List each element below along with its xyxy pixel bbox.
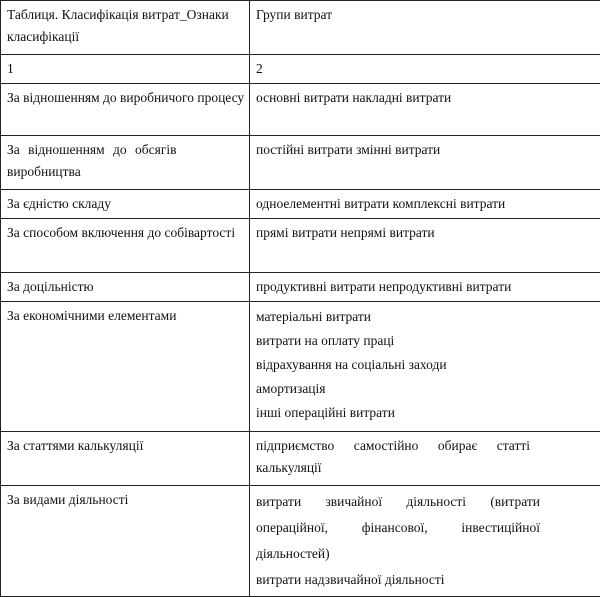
table-row [1,136,600,190]
group-item: прямі витрати непрямі витрати [256,222,596,244]
table-header-row [1,1,600,55]
table-row [1,84,600,136]
table-row [1,486,600,597]
groups-cell [250,190,600,219]
group-item: підприємство самостійно обирає статті калькуляції [256,435,530,479]
sign-cell: За статтями калькуляції [1,432,250,486]
group-item: витрати на оплату праці [256,329,596,353]
table-row [1,219,600,273]
table-row [1,190,600,219]
group-item: відрахування на соціальні заходи [256,353,596,377]
groups-cell [250,486,600,597]
table-row [1,432,600,486]
group-item: інші операційні витрати [256,401,596,425]
groups-cell [250,136,600,190]
group-item: матеріальні витрати [256,305,596,329]
groups-cell [250,302,600,432]
sign-cell: За видами діяльності [1,486,250,597]
groups-cell [250,84,600,136]
sign-text: За відношенням до обсягів виробництва [7,142,177,179]
table-numbering-row [1,55,600,84]
sign-cell: За економічними елементами [1,302,250,432]
table-row [1,273,600,302]
groups-cell [250,432,600,486]
group-item: витрати надзвичайної діяльності [256,567,596,593]
group-item: витрати звичайної діяльності (витрати операційної, фінансової, інвестиційної діяльностей) [256,489,596,567]
numbering-cell-2: 2 [250,55,600,84]
sign-cell: За відношенням до виробничого процесу [1,84,250,136]
group-item: постійні витрати змінні витрати [256,139,596,161]
group-item: одноелементні витрати комплексні витрати [256,193,596,215]
header-cell-groups: Групи витрат [250,1,600,55]
groups-cell [250,219,600,273]
sign-cell: За способом включення до собівартості [1,219,250,273]
table-row [1,302,600,432]
sign-cell [1,136,250,190]
sign-cell: За доцільністю [1,273,250,302]
header-cell-signs: Таблиця. Класифікація витрат_Ознаки класифікації [1,1,250,55]
sign-cell: За єдністю складу [1,190,250,219]
group-item: продуктивні витрати непродуктивні витрати [256,276,596,298]
groups-cell [250,273,600,302]
group-item: основні витрати накладні витрати [256,87,596,109]
group-item: амортизація [256,377,596,401]
numbering-cell-1: 1 [1,55,250,84]
